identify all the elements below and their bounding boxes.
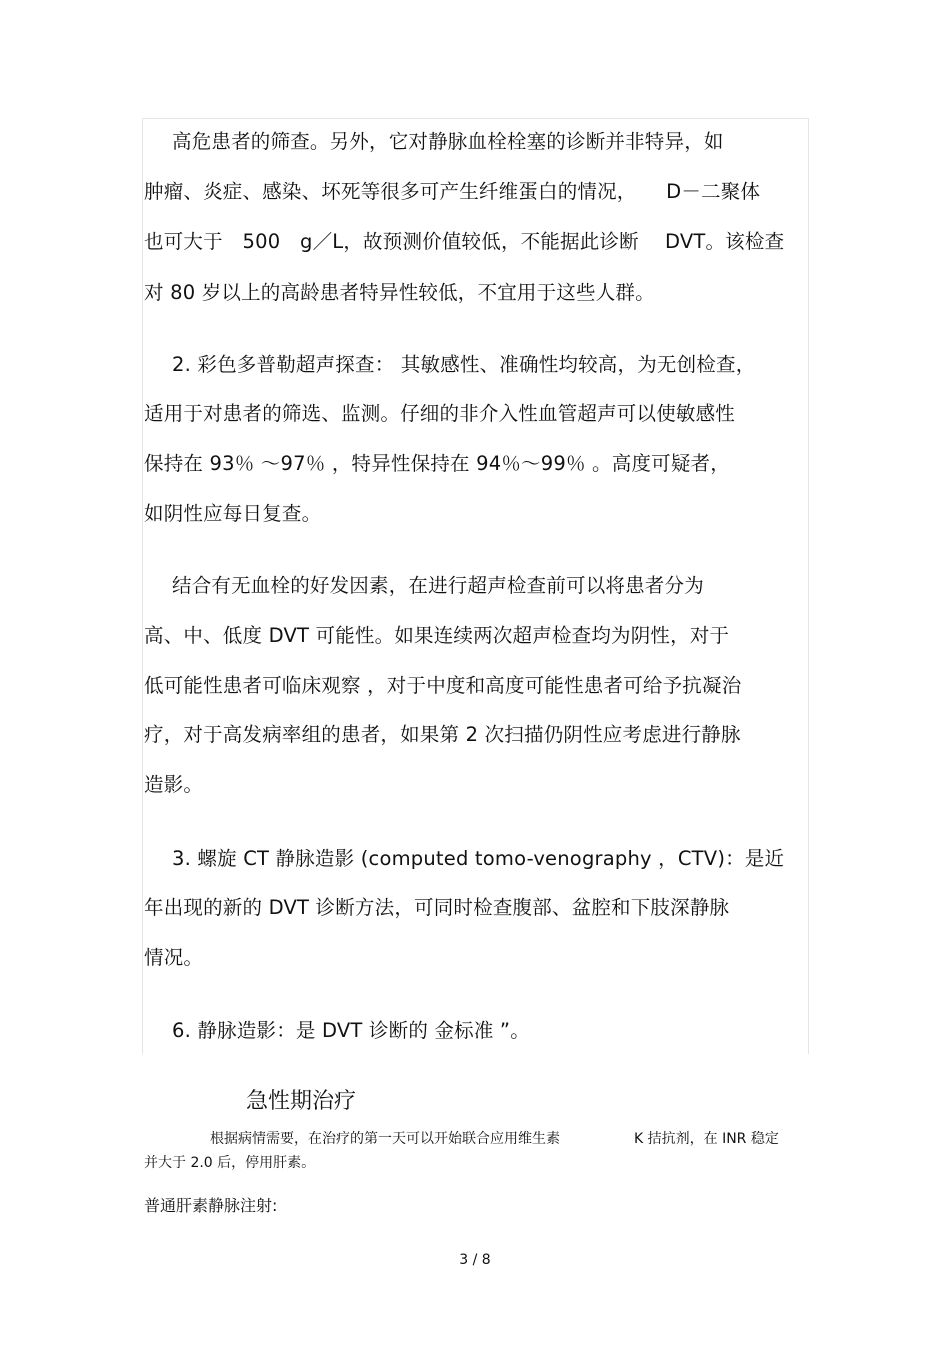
text-line: 结合有无血栓的好发因素，在进行超声检查前可以将患者分为 (172, 574, 704, 597)
subheading: 普通肝素静脉注射: (144, 1196, 278, 1215)
text-line: 疗，对于高发病率组的患者，如果第 2 次扫描仍阴性应考虑进行静脉 (144, 723, 741, 746)
text-line: 高危患者的筛查。另外，它对静脉血栓栓塞的诊断并非特异，如 (172, 130, 724, 153)
text-line: 低可能性患者可临床观察 ，对于中度和高度可能性患者可给予抗凝治 (144, 674, 742, 697)
body-text: 并大于 2.0 后，停用肝素。 (144, 1155, 316, 1171)
text-line: 造影。 (144, 773, 204, 796)
page-number: 3 / 8 (459, 1252, 491, 1268)
text-line: 情况。 (144, 946, 204, 969)
text-line: 年出现的新的 DVT 诊断方法，可同时检查腹部、盆腔和下肢深静脉 (144, 896, 730, 919)
text-line: 对 80 岁以上的高龄患者特异性较低，不宜用于这些人群。 (144, 281, 655, 304)
text-line: 保持在 93％ ～97％ ，特异性保持在 94％～99％ 。高度可疑者， (144, 452, 730, 475)
body-text: K 拮抗剂，在 INR 稳定 (634, 1131, 779, 1147)
section-heading: 急性期治疗 (246, 1089, 357, 1114)
text-line: 6. 静脉造影：是 DVT 诊断的 金标准 ”。 (172, 1019, 530, 1042)
body-text: 根据病情需要，在治疗的第一天可以开始联合应用维生素 (210, 1131, 560, 1147)
text-line: 适用于对患者的筛选、监测。仔细的非介入性血管超声可以使敏感性 (144, 402, 736, 425)
text-line: 肿瘤、炎症、感染、坏死等很多可产生纤维蛋白的情况， D－二聚体 (144, 180, 761, 203)
text-line: 也可大于 500 g／L，故预测价值较低，不能据此诊断 DVT。该检查 (144, 230, 785, 253)
text-line: 如阴性应每日复查。 (144, 502, 322, 525)
text-line: 2. 彩色多普勒超声探查： 其敏感性、准确性均较高，为无创检查， (172, 353, 756, 376)
text-line: 高、中、低度 DVT 可能性。如果连续两次超声检查均为阴性，对于 (144, 624, 730, 647)
text-line: 3. 螺旋 CT 静脉造影 (computed tomo-venography ，CTV)：是近 (172, 847, 785, 870)
